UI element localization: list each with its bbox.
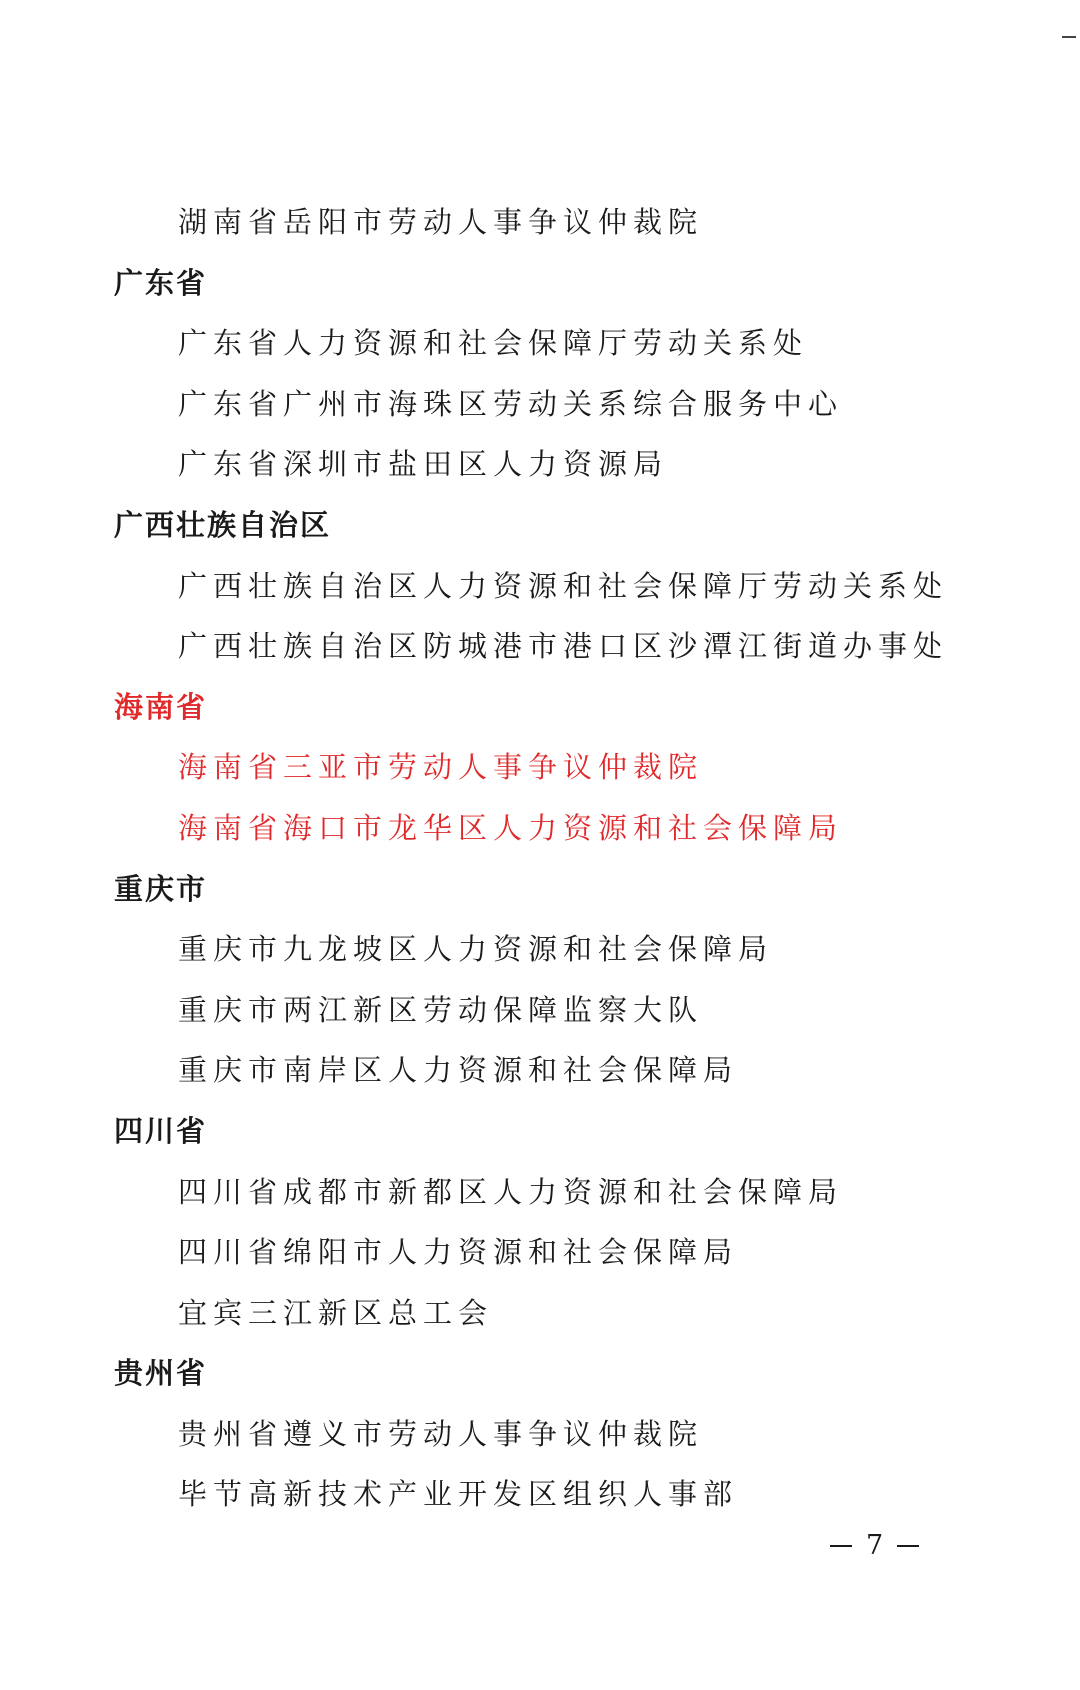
scan-corner-mark [1062,36,1076,38]
organization-item: 重庆市两江新区劳动保障监察大队 [178,992,704,1027]
organization-item: 贵州省遵义市劳动人事争议仲裁院 [178,1416,704,1451]
organization-item: 广西壮族自治区人力资源和社会保障厅劳动关系处 [178,568,949,603]
organization-item: 广西壮族自治区防城港市港口区沙潭江街道办事处 [178,629,949,664]
province-heading: 海南省 [114,689,208,724]
page-number: 7 [866,1530,884,1561]
organization-item: 海南省海口市龙华区人力资源和社会保障局 [178,810,844,845]
organization-item: 广东省深圳市盐田区人力资源局 [178,447,669,482]
province-heading: 四川省 [114,1113,208,1148]
province-heading: 贵州省 [114,1356,208,1391]
organization-item: 宜宾三江新区总工会 [178,1295,494,1330]
organization-item: 重庆市九龙坡区人力资源和社会保障局 [178,932,774,967]
page-number-dash-right [897,1545,919,1547]
province-heading: 广西壮族自治区 [114,507,332,542]
organization-item: 广东省人力资源和社会保障厅劳动关系处 [178,326,809,361]
organization-item: 四川省成都市新都区人力资源和社会保障局 [178,1174,844,1209]
organization-list [0,192,1080,1525]
page-footer [830,1530,919,1561]
province-heading: 广东省 [114,265,208,300]
organization-item: 湖南省岳阳市劳动人事争议仲裁院 [178,205,704,239]
organization-item: 海南省三亚市劳动人事争议仲裁院 [178,750,704,785]
organization-item: 毕节高新技术产业开发区组织人事部 [178,1477,739,1512]
organization-item: 重庆市南岸区人力资源和社会保障局 [178,1053,739,1088]
province-heading: 重庆市 [114,871,208,906]
organization-item: 四川省绵阳市人力资源和社会保障局 [178,1235,739,1270]
page-number-dash-left [830,1545,852,1547]
organization-item: 广东省广州市海珠区劳动关系综合服务中心 [178,386,844,421]
